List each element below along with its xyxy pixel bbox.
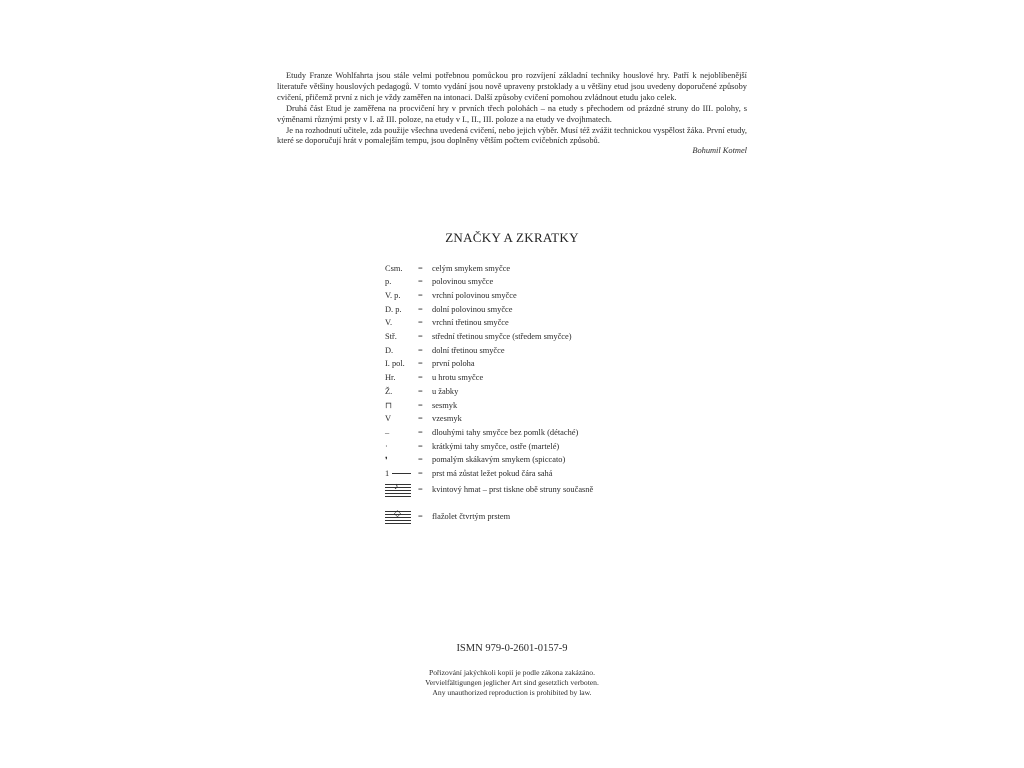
equals-sign: =	[418, 455, 423, 465]
equals-sign: =	[418, 484, 423, 494]
legend-desc: vrchní třetinou smyčce	[432, 318, 509, 328]
legend-row	[385, 510, 645, 522]
legend-row	[385, 426, 645, 438]
legend-desc: krátkými tahy smyčce, ostře (martelé)	[432, 441, 560, 451]
copyright-line: Vervielfältigungen jeglicher Art sind gesetzlich verboten.	[425, 677, 599, 687]
harmonic-staff-icon	[385, 510, 418, 522]
legend-desc: flažolet čtvrtým prstem	[432, 511, 511, 521]
equals-sign: =	[418, 359, 423, 369]
equals-sign: =	[418, 469, 423, 478]
copyright-line: Pořizování jakýchkoli kopií je podle zákona zakázáno.	[429, 668, 595, 677]
legend-row	[385, 289, 645, 301]
legend-desc: pomalým skákavým smykem (spiccato)	[432, 455, 566, 465]
legend-abbr: Csm.	[385, 263, 403, 273]
equals-sign: =	[418, 318, 423, 328]
isbn-number: ISMN 979-0-2601-0157-9	[456, 643, 568, 654]
legend-row	[385, 344, 645, 356]
equals-sign: =	[418, 277, 423, 287]
legend-abbr: V. p.	[385, 290, 401, 300]
spiccato-symbol: ❜	[385, 455, 388, 465]
legend-desc: dolní třetinou smyčce	[432, 345, 505, 355]
legend-row	[385, 262, 645, 274]
legend-row	[385, 385, 645, 397]
legend-desc: celým smykem smyčce	[432, 263, 511, 273]
legend-abbr: Stř.	[385, 332, 397, 341]
legend-desc: kvintový hmat – prst tiskne obě struny současně	[432, 484, 594, 494]
down-bow-symbol: ⊓	[385, 401, 393, 410]
preface-paragraph: Etudy Franze Wohlfahrta jsou stále velmi potřebnou pomůckou pro rozvíjení základní techniky houslové hry. Patří k nejoblíbenější literatuře většiny houslových pedagogů. V tomto vydání jsou nově upraveny prstoklady a u většiny etud jsou uvedeny doporučené způsoby cvičení, přičemž první z nich je vždy zaměřen na intonaci. Další způsoby cvičení pomohou zvládnout etudu jako celek.	[277, 71, 747, 102]
copyright-notice	[0, 668, 1024, 697]
legend-desc: u žabky	[432, 386, 459, 396]
preface-paragraph: Je na rozhodnutí učitele, zda použije všechna uvedená cvičení, nebo jejich výběr. Musí též zvážit technickou vyspělost žáka. První etudy, které se doporučují hrát v pomalejším tempu, jsou doplněny větším počtem cvičebních způsobů.	[277, 125, 747, 146]
legend-row	[385, 331, 645, 343]
legend-row	[385, 483, 645, 495]
legend-row	[385, 358, 645, 370]
equals-sign: =	[418, 290, 423, 300]
legend-desc: u hrotu smyčce	[432, 373, 484, 383]
equals-sign: =	[418, 386, 423, 396]
legend-desc: první poloha	[432, 359, 475, 369]
legend-abbr: D. p.	[385, 304, 402, 314]
legend-desc: sesmyk	[432, 400, 458, 410]
legend-abbr: I. pol.	[385, 359, 405, 369]
legend-desc: polovinou smyčce	[432, 277, 494, 287]
equals-sign: =	[418, 400, 423, 410]
legend-row	[385, 276, 645, 288]
legend-desc: dlouhými tahy smyčce bez pomlk (détaché)	[432, 427, 579, 437]
legend-row	[385, 399, 645, 411]
legend-row	[385, 303, 645, 315]
copyright-line: Any unauthorized reproduction is prohibited by law.	[432, 687, 592, 697]
staff-icon: ◇	[394, 508, 401, 518]
author-signature: Bohumil Kotmel	[692, 146, 747, 155]
legend-abbr: p.	[385, 277, 392, 287]
fifth-stop-staff-icon	[385, 483, 418, 495]
equals-sign: =	[418, 427, 423, 437]
finger-number: 1	[385, 469, 390, 478]
legend-abbr: D.	[385, 345, 394, 355]
equals-sign: =	[418, 414, 423, 424]
staccato-symbol: ·	[385, 441, 388, 451]
legend-row	[385, 440, 645, 452]
tenuto-symbol: –	[385, 427, 390, 437]
equals-sign: =	[418, 345, 423, 355]
finger-hold-symbol	[385, 468, 418, 480]
legend-desc: vzesmyk	[432, 414, 462, 424]
equals-sign: =	[418, 304, 423, 314]
equals-sign: =	[418, 263, 423, 273]
equals-sign: =	[418, 511, 423, 521]
up-bow-symbol: V	[385, 414, 392, 424]
staff-icon: ♪	[394, 481, 399, 491]
legend-title: ZNAČKY A ZKRATKY	[445, 230, 579, 245]
legend-row	[385, 413, 645, 425]
legend-abbr: V.	[385, 318, 393, 328]
legend-desc: prst má zůstat ležet pokud čára sahá	[432, 469, 553, 478]
legend-desc: střední třetinou smyčce (středem smyčce)	[432, 332, 572, 341]
hold-line	[392, 473, 411, 474]
legend-abbr: Hr.	[385, 373, 396, 383]
legend-row	[385, 372, 645, 384]
legend-row	[385, 454, 645, 466]
legend-desc: dolní polovinou smyčce	[432, 304, 513, 314]
preface-paragraph: Druhá část Etud je zaměřena na procvičení hry v prvních třech polohách – na etudy s přechodem od prázdné struny do III. polohy, s výměnami různými prsty v I. až III. poloze, na etudy v I., II., III. poloze a na etudy ve dvojhmatech.	[277, 103, 747, 124]
preface-text	[277, 71, 747, 147]
equals-sign: =	[418, 373, 423, 383]
legend-abbr: Ž.	[385, 386, 393, 396]
legend-row	[385, 317, 645, 329]
legend-row	[385, 468, 645, 480]
legend-desc: vrchní polovinou smyčce	[432, 290, 517, 300]
equals-sign: =	[418, 441, 423, 451]
equals-sign: =	[418, 332, 423, 341]
